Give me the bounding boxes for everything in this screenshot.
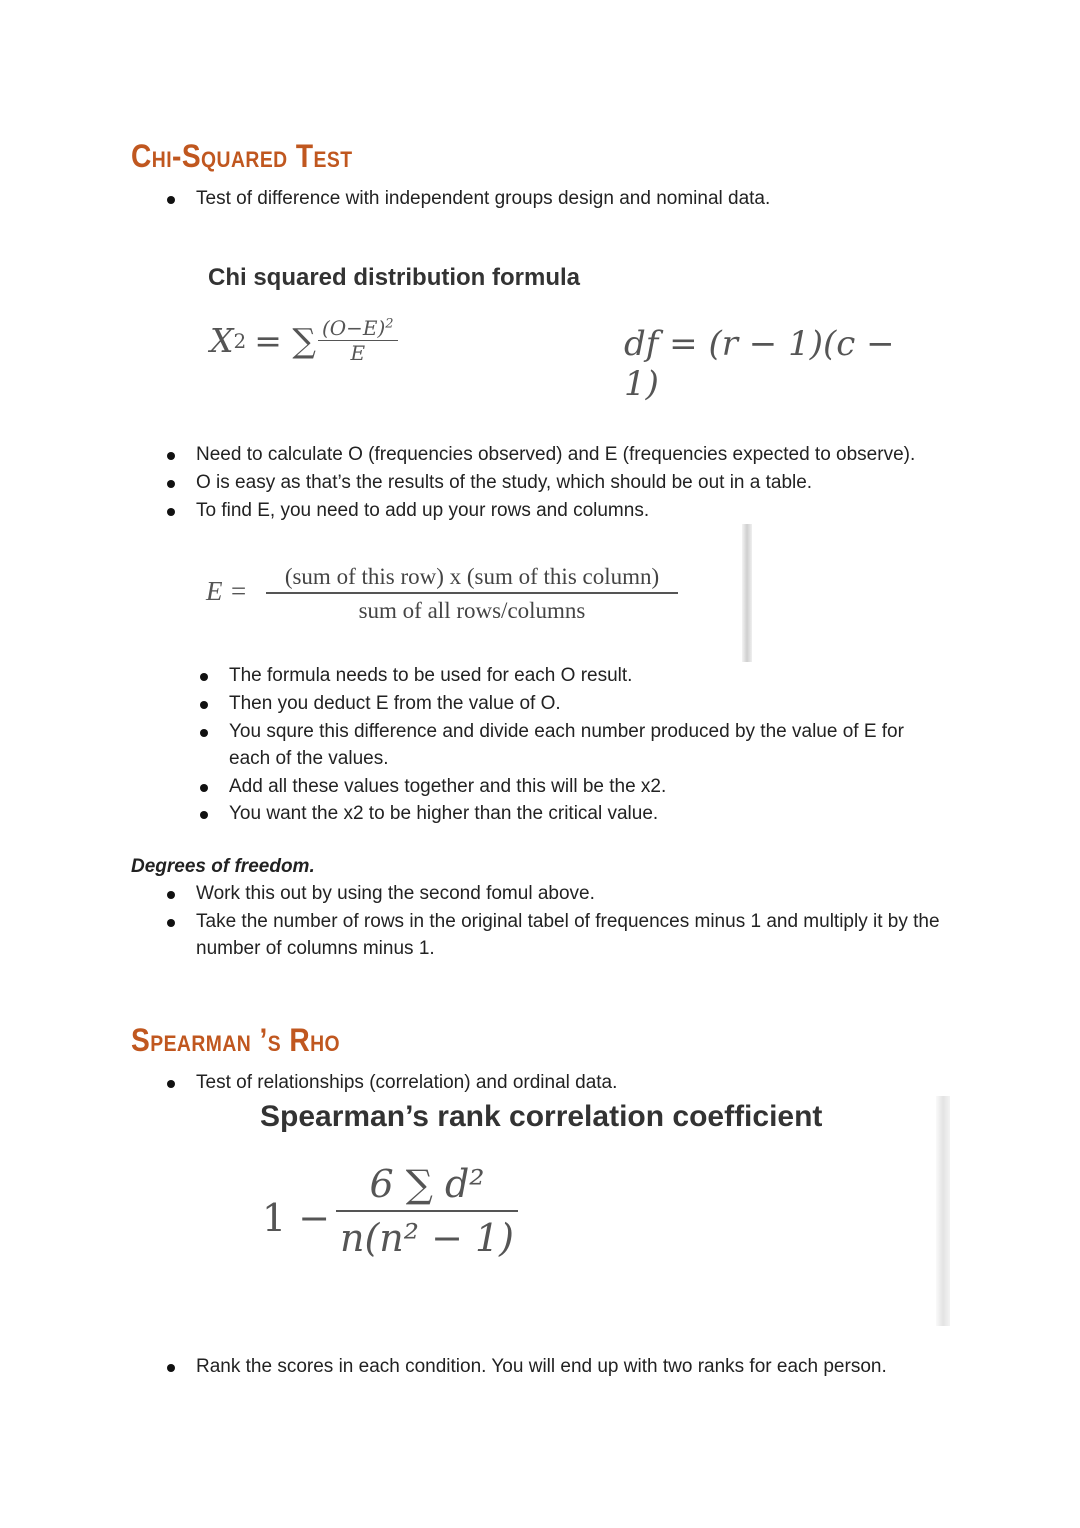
bullet [200, 811, 208, 819]
chi-formula-eq: = ∑ [254, 321, 316, 360]
bullet [167, 919, 175, 927]
bullet [167, 196, 175, 204]
dof-point: Take the number of rows in the original tabel of frequences minus 1 and multiply it by the number of columns minus 1. [196, 911, 940, 959]
dof-heading: Degrees of freedom. [131, 856, 315, 877]
chi-subpoint: The formula needs to be used for each O result. [229, 665, 633, 686]
chi-formula-fraction [318, 316, 398, 365]
spearman-formula-num: 6 ∑ d² [336, 1162, 518, 1212]
bullet [167, 891, 175, 899]
chi-subpoint: You squre this difference and divide each number produced by the value of E for each of the values. [229, 721, 904, 769]
df-formula: df = (r − 1)(c − 1) [624, 324, 895, 404]
bullet [167, 1364, 175, 1372]
bullet [200, 701, 208, 709]
e-formula-num: (sum of this row) x (sum of this column) [266, 564, 678, 594]
spearman-formula-image [246, 1096, 950, 1326]
bullet [167, 452, 175, 460]
chi-formula-num-exp: 2 [385, 316, 394, 332]
spearman-formula-den: n(n² − 1) [339, 1216, 514, 1260]
chi-subpoint: Add all these values together and this will be the x2. [229, 776, 667, 797]
bullet [200, 729, 208, 737]
bullet [200, 673, 208, 681]
e-formula-image [196, 524, 752, 662]
chi-formula-den: E [350, 341, 366, 365]
spearman-formula-fraction [336, 1162, 518, 1260]
spearman-intro: Test of relationships (correlation) and ordinal data. [196, 1072, 618, 1093]
e-formula-lhs: E = [206, 576, 248, 606]
chi-subpoint: You want the x2 to be higher than the critical value. [229, 803, 659, 824]
chi-formula-image [196, 250, 936, 404]
e-formula-fraction [266, 564, 678, 624]
chi-intro: Test of difference with independent groups design and nominal data. [196, 188, 771, 209]
chi-subpoint: Then you deduct E from the value of O. [229, 693, 561, 714]
dof-point: Work this out by using the second fomul above. [196, 883, 595, 904]
chi-formula-lhs-exp: 2 [233, 328, 247, 353]
spearman-point: Rank the scores in each condition. You will end up with two ranks for each person. [196, 1356, 887, 1377]
bullet [167, 480, 175, 488]
image-edge-shadow [742, 524, 752, 662]
bullet [200, 784, 208, 792]
chi-formula-num: (O−E) [321, 316, 386, 340]
chi-formula [210, 316, 398, 365]
bullet [167, 508, 175, 516]
bullet [167, 1080, 175, 1088]
chi-point: Need to calculate O (frequencies observed) and E (frequencies expected to observe). [196, 444, 916, 465]
chi-formula-lhs: X [210, 321, 234, 360]
e-formula-den: sum of all rows/columns [358, 598, 586, 623]
chi-heading: Chi-Squared Test [131, 138, 353, 174]
chi-point: O is easy as that’s the results of the study, which should be out in a table. [196, 472, 813, 493]
chi-formula-title: Chi squared distribution formula [208, 264, 581, 291]
chi-point: To find E, you need to add up your rows and columns. [196, 500, 650, 521]
spearman-formula-lhs: 1 − [262, 1196, 331, 1240]
image-edge-shadow [936, 1096, 950, 1326]
spearman-formula-title: Spearman’s rank correlation coefficient [260, 1100, 823, 1133]
spearman-heading: Spearman ’s Rho [131, 1022, 341, 1058]
